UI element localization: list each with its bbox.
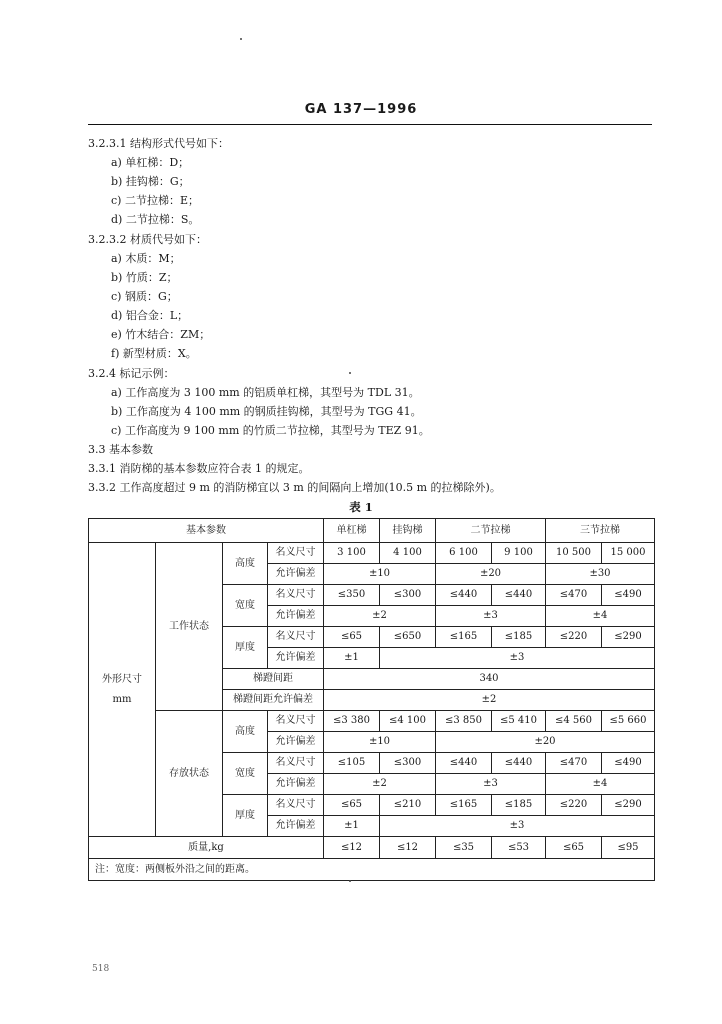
table-cell: ±4 <box>546 774 655 795</box>
table-cell: ≤4 100 <box>380 711 436 732</box>
scan-speck <box>240 38 242 40</box>
table-cell: ±1 <box>324 816 380 837</box>
work-width-label: 宽度 <box>223 585 268 627</box>
nominal-label: 名义尺寸 <box>268 753 324 774</box>
tolerance-label: 允许偏差 <box>268 732 324 753</box>
list-item: a) 木质：M； <box>111 252 181 265</box>
table-cell: ≤185 <box>492 627 546 648</box>
tolerance-label: 允许偏差 <box>268 564 324 585</box>
table-cell: ≤95 <box>602 837 655 859</box>
table-cell: ±4 <box>546 606 655 627</box>
table-cell: ≤165 <box>436 627 492 648</box>
table-cell: ≤210 <box>380 795 436 816</box>
table-cell: ≤440 <box>436 585 492 606</box>
table-cell: 15 000 <box>602 543 655 564</box>
store-width-label: 宽度 <box>223 753 268 795</box>
clause-3-2-3-1: 3.2.3.1 结构形式代号如下： <box>88 137 229 150</box>
table-cell: 6 100 <box>436 543 492 564</box>
table-cell: ≤5 410 <box>492 711 546 732</box>
table-cell: ≤220 <box>546 795 602 816</box>
table-cell: ≤290 <box>602 795 655 816</box>
work-height-label: 高度 <box>223 543 268 585</box>
table-note: 注：宽度：两侧板外沿之间的距离。 <box>89 859 655 881</box>
table-cell: ≤35 <box>436 837 492 859</box>
table-cell: ≤650 <box>380 627 436 648</box>
clause-3-3-1: 3.3.1 消防梯的基本参数应符合表 1 的规定。 <box>88 462 310 475</box>
table-cell: ±30 <box>546 564 655 585</box>
clause-3-2-4: 3.2.4 标记示例： <box>88 367 175 380</box>
store-height-label: 高度 <box>223 711 268 753</box>
table-cell: ≤440 <box>492 585 546 606</box>
store-thickness-label: 厚度 <box>223 795 268 837</box>
page-number: 518 <box>92 964 110 974</box>
table-cell: ≤220 <box>546 627 602 648</box>
header-three-section-ladder: 三节拉梯 <box>546 519 655 543</box>
working-state-label: 工作状态 <box>156 543 223 711</box>
table-cell: ≤300 <box>380 753 436 774</box>
table-cell: ±20 <box>436 564 546 585</box>
list-item: c) 钢质：G； <box>111 290 178 303</box>
table-caption: 表 1 <box>349 500 373 514</box>
tolerance-label: 允许偏差 <box>268 648 324 669</box>
table-cell: ±3 <box>436 606 546 627</box>
table-cell: ≤3 380 <box>324 711 380 732</box>
page-header-title: GA 137—1996 <box>304 102 418 117</box>
list-item: d) 二节拉梯：S。 <box>111 213 200 226</box>
table-cell: ≤185 <box>492 795 546 816</box>
list-item: d) 铝合金：L； <box>111 309 189 322</box>
table-cell: 10 500 <box>546 543 602 564</box>
table-cell: ≤12 <box>380 837 436 859</box>
table-cell: ≤4 560 <box>546 711 602 732</box>
list-item: b) 挂钩梯：G； <box>111 175 190 188</box>
table-cell: ±1 <box>324 648 380 669</box>
table-cell: ≤490 <box>602 585 655 606</box>
table-cell: ≤5 660 <box>602 711 655 732</box>
list-item: c) 二节拉梯：E； <box>111 194 199 207</box>
table-cell: ±3 <box>436 774 546 795</box>
tolerance-label: 允许偏差 <box>268 774 324 795</box>
nominal-label: 名义尺寸 <box>268 627 324 648</box>
list-item: c) 工作高度为 9 100 mm 的竹质二节拉梯，其型号为 TEZ 91。 <box>111 424 430 437</box>
table-cell: 4 100 <box>380 543 436 564</box>
header-basic-params: 基本参数 <box>89 519 324 543</box>
table-cell: ±3 <box>380 816 655 837</box>
header-hook-ladder: 挂钩梯 <box>380 519 436 543</box>
table-cell: ≤105 <box>324 753 380 774</box>
scan-speck <box>349 372 351 374</box>
table-cell: ±2 <box>324 774 436 795</box>
table-cell: ≤490 <box>602 753 655 774</box>
list-item: b) 竹质：Z； <box>111 271 178 284</box>
table-cell: ≤300 <box>380 585 436 606</box>
outer-dimensions-label <box>89 543 156 837</box>
table-cell: 340 <box>324 669 655 690</box>
table-cell: ±10 <box>324 732 436 753</box>
storage-state-label: 存放状态 <box>156 711 223 837</box>
header-two-section-ladder: 二节拉梯 <box>436 519 546 543</box>
nominal-label: 名义尺寸 <box>268 711 324 732</box>
table-cell: ±2 <box>324 606 436 627</box>
table-cell: ≤165 <box>436 795 492 816</box>
header-rule <box>88 124 652 125</box>
table-cell: ≤440 <box>492 753 546 774</box>
table-cell: 3 100 <box>324 543 380 564</box>
table-cell: ≤470 <box>546 585 602 606</box>
section-3-3-heading: 3.3 基本参数 <box>88 443 153 456</box>
table-cell: ≤470 <box>546 753 602 774</box>
nominal-label: 名义尺寸 <box>268 795 324 816</box>
parameters-table <box>88 518 655 881</box>
work-thickness-label: 厚度 <box>223 627 268 669</box>
rung-spacing-tolerance-label: 梯蹬间距允许偏差 <box>223 690 324 711</box>
list-item: f) 新型材质：X。 <box>111 347 197 360</box>
nominal-label: 名义尺寸 <box>268 585 324 606</box>
clause-3-3-2: 3.3.2 工作高度超过 9 m 的消防梯宜以 3 m 的间隔向上增加(10.5 m 的拉梯除外)。 <box>88 481 501 494</box>
table-cell: ±20 <box>436 732 655 753</box>
table-cell: ≤290 <box>602 627 655 648</box>
table-cell: ≤65 <box>546 837 602 859</box>
clause-3-2-3-2: 3.2.3.2 材质代号如下： <box>88 233 207 246</box>
nominal-label: 名义尺寸 <box>268 543 324 564</box>
tolerance-label: 允许偏差 <box>268 606 324 627</box>
header-single-ladder: 单杠梯 <box>324 519 380 543</box>
table-cell: ±3 <box>380 648 655 669</box>
table-cell: ≤65 <box>324 795 380 816</box>
list-item: a) 工作高度为 3 100 mm 的铝质单杠梯，其型号为 TDL 31。 <box>111 386 420 399</box>
table-cell: ≤3 850 <box>436 711 492 732</box>
table-cell: ≤350 <box>324 585 380 606</box>
table-cell: ≤12 <box>324 837 380 859</box>
outer-dimensions-text: 外形尺寸 <box>102 673 142 685</box>
table-cell: 9 100 <box>492 543 546 564</box>
table-cell: ≤53 <box>492 837 546 859</box>
list-item: a) 单杠梯：D； <box>111 156 190 169</box>
tolerance-label: 允许偏差 <box>268 816 324 837</box>
unit-mm-label: mm <box>112 693 132 705</box>
table-cell: ≤440 <box>436 753 492 774</box>
list-item: e) 竹木结合：ZM； <box>111 328 211 341</box>
table-cell: ≤65 <box>324 627 380 648</box>
table-cell: ±10 <box>324 564 436 585</box>
list-item: b) 工作高度为 4 100 mm 的钢质挂钩梯，其型号为 TGG 41。 <box>111 405 422 418</box>
scan-speck <box>349 880 351 882</box>
rung-spacing-label: 梯蹬间距 <box>223 669 324 690</box>
mass-label: 质量,kg <box>89 837 324 859</box>
table-cell: ±2 <box>324 690 655 711</box>
